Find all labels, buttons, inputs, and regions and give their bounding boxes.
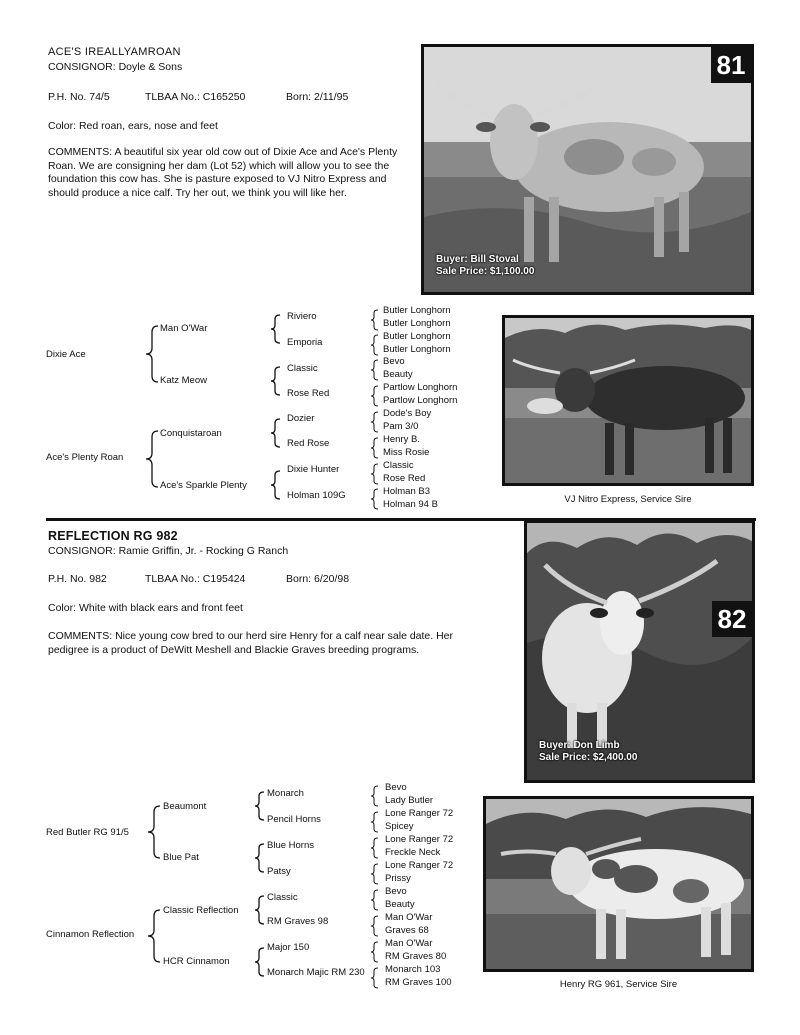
lot82-sire-photo bbox=[483, 796, 754, 972]
consignor-value: Ramie Griffin, Jr. - Rocking G Ranch bbox=[118, 545, 289, 557]
consignor-label: CONSIGNOR: bbox=[48, 61, 116, 73]
pedigree-gen3: Dixie Hunter bbox=[287, 464, 340, 475]
lot82-sire-caption: Henry RG 961, Service Sire bbox=[559, 979, 678, 990]
pedigree-gen2: HCR Cinnamon bbox=[163, 956, 230, 967]
pedigree-gen2: Blue Pat bbox=[163, 852, 199, 863]
pedigree-gen4: Graves 68 bbox=[385, 925, 429, 936]
pedigree-dam: Ace's Plenty Roan bbox=[46, 452, 124, 463]
consignor-label: CONSIGNOR: bbox=[48, 545, 116, 557]
pedigree-gen3: Patsy bbox=[267, 866, 291, 877]
pedigree-gen4: Partlow Longhorn bbox=[383, 395, 458, 406]
tlbaa-value: C195424 bbox=[202, 573, 246, 585]
pedigree-gen3: Rose Red bbox=[287, 388, 330, 399]
ph-label: P.H. No. bbox=[48, 91, 87, 103]
lot81-comments bbox=[48, 146, 413, 200]
pedigree-gen3: Dozier bbox=[287, 413, 315, 424]
lot-number-badge: 82 bbox=[712, 601, 752, 637]
lot-number-badge: 81 bbox=[711, 47, 751, 83]
pedigree-gen4: Beauty bbox=[385, 899, 415, 910]
pedigree-gen4: Holman 94 B bbox=[383, 499, 438, 510]
pedigree-gen4: RM Graves 100 bbox=[385, 977, 452, 988]
pedigree-gen4: Miss Rosie bbox=[383, 447, 430, 458]
ph-value: 982 bbox=[89, 573, 107, 585]
color-label: Color: bbox=[48, 120, 77, 132]
pedigree-gen2: Beaumont bbox=[163, 801, 207, 812]
pedigree-gen4: Butler Longhorn bbox=[383, 305, 451, 316]
pedigree-gen4: Classic bbox=[383, 460, 414, 471]
sale-price-label: Sale Price: $2,400.00 bbox=[539, 752, 638, 763]
consignor-value: Doyle & Sons bbox=[118, 61, 183, 73]
lot82-cow-photo bbox=[524, 520, 755, 783]
pedigree-gen4: Lone Ranger 72 bbox=[385, 860, 454, 871]
tlbaa-value: C165250 bbox=[202, 91, 246, 103]
pedigree-gen3: Blue Horns bbox=[267, 840, 314, 851]
born-value: 6/20/98 bbox=[314, 573, 350, 585]
ph-value: 74/5 bbox=[89, 91, 110, 103]
color-label: Color: bbox=[48, 602, 77, 614]
pedigree-gen4: Spicey bbox=[385, 821, 414, 832]
lot82-tlbaa bbox=[145, 573, 245, 586]
pedigree-gen4: Henry B. bbox=[383, 434, 420, 445]
pedigree-gen3: Red Rose bbox=[287, 438, 330, 449]
pedigree-dam: Cinnamon Reflection bbox=[46, 929, 135, 940]
pedigree-gen3: RM Graves 98 bbox=[267, 916, 329, 927]
lot82-born bbox=[286, 573, 349, 586]
bull-image bbox=[486, 799, 751, 969]
pedigree-sire: Red Butler RG 91/5 bbox=[46, 827, 129, 838]
pedigree-gen4: Man O'War bbox=[385, 912, 433, 923]
pedigree-gen4: Lady Butler bbox=[385, 795, 434, 806]
lot82-ph bbox=[48, 573, 107, 586]
pedigree-gen4: Bevo bbox=[385, 782, 407, 793]
comments-text: A beautiful six year old cow out of Dixie Ace and Ace's Plenty Roan. We are consigning her dam (Lot 52) which will allow you to see the foundation this cow has. She is pasture exposed to VJ Nitro Express and should produce a nice calf. Try her out, we think you will like her. bbox=[48, 146, 398, 199]
buyer-label: Buyer: Bill Stoval bbox=[436, 254, 519, 265]
lot82-name: REFLECTION RG 982 bbox=[48, 529, 178, 543]
pedigree-gen3: Emporia bbox=[287, 337, 323, 348]
lot81-consignor-line bbox=[48, 61, 182, 74]
lot82-consignor-line bbox=[48, 545, 288, 558]
lot81-color bbox=[48, 120, 218, 133]
pedigree-gen4: Dode's Boy bbox=[383, 408, 432, 419]
pedigree-gen2: Ace's Sparkle Plenty bbox=[160, 480, 247, 491]
pedigree-gen4: Lone Ranger 72 bbox=[385, 808, 454, 819]
lot82-comments bbox=[48, 630, 468, 657]
pedigree-gen2: Katz Meow bbox=[160, 375, 207, 386]
born-value: 2/11/95 bbox=[314, 91, 349, 103]
lot81-cow-photo bbox=[421, 44, 754, 295]
color-value: Red roan, ears, nose and feet bbox=[78, 120, 218, 132]
pedigree-gen4: Pam 3/0 bbox=[383, 421, 419, 432]
born-label: Born: bbox=[286, 573, 312, 585]
pedigree-gen3: Classic bbox=[267, 892, 298, 903]
pedigree-gen2: Man O'War bbox=[160, 323, 208, 334]
comments-label: COMMENTS: bbox=[48, 630, 113, 642]
pedigree-gen3: Monarch bbox=[267, 788, 304, 799]
pedigree-gen4: Butler Longhorn bbox=[383, 331, 451, 342]
pedigree-gen4: Monarch 103 bbox=[385, 964, 441, 975]
pedigree-gen4: Rose Red bbox=[383, 473, 426, 484]
pedigree-gen2: Classic Reflection bbox=[163, 905, 239, 916]
tlbaa-label: TLBAA No.: bbox=[145, 91, 200, 103]
tlbaa-label: TLBAA No.: bbox=[145, 573, 200, 585]
pedigree-gen4: Holman B3 bbox=[383, 486, 430, 497]
born-label: Born: bbox=[286, 91, 312, 103]
pedigree-gen3: Monarch Majic RM 230 bbox=[267, 967, 365, 978]
sale-price-label: Sale Price: $1,100.00 bbox=[436, 266, 535, 277]
pedigree-gen3: Holman 109G bbox=[287, 490, 346, 501]
pedigree-gen4: Bevo bbox=[385, 886, 407, 897]
bull-image bbox=[505, 318, 751, 483]
pedigree-gen4: RM Graves 80 bbox=[385, 951, 447, 962]
lot81-tlbaa bbox=[145, 91, 245, 104]
pedigree-gen3: Major 150 bbox=[267, 942, 310, 953]
color-value: White with black ears and front feet bbox=[78, 602, 243, 614]
pedigree-gen4: Partlow Longhorn bbox=[383, 382, 458, 393]
buyer-label: Buyer: Don Limb bbox=[539, 740, 620, 751]
lot81-ph bbox=[48, 91, 110, 104]
ph-label: P.H. No. bbox=[48, 573, 87, 585]
comments-label: COMMENTS: bbox=[48, 146, 113, 158]
pedigree-sire: Dixie Ace bbox=[46, 349, 86, 360]
pedigree-gen3: Classic bbox=[287, 363, 318, 374]
lot81-name: ACE'S IREALLYAMROAN bbox=[48, 46, 181, 58]
pedigree-gen3: Riviero bbox=[287, 311, 317, 322]
lot82-color bbox=[48, 602, 243, 615]
pedigree-gen4: Bevo bbox=[383, 356, 405, 367]
pedigree-gen4: Freckle Neck bbox=[385, 847, 441, 858]
lot81-sire-photo bbox=[502, 315, 754, 486]
pedigree-gen4: Man O'War bbox=[385, 938, 433, 949]
comments-text: Nice young cow bred to our herd sire Henry for a calf near sale date. Her pedigree is a product of DeWitt Meshell and Blackie Graves breeding programs. bbox=[48, 630, 454, 656]
pedigree-gen4: Butler Longhorn bbox=[383, 318, 451, 329]
lot81-born bbox=[286, 91, 348, 104]
pedigree-gen4: Beauty bbox=[383, 369, 413, 380]
lot81-sire-caption: VJ Nitro Express, Service Sire bbox=[564, 494, 692, 505]
pedigree-gen4: Lone Ranger 72 bbox=[385, 834, 454, 845]
pedigree-gen3: Pencil Horns bbox=[267, 814, 321, 825]
pedigree-gen4: Prissy bbox=[385, 873, 411, 884]
pedigree-gen2: Conquistaroan bbox=[160, 428, 222, 439]
pedigree-gen4: Butler Longhorn bbox=[383, 344, 451, 355]
